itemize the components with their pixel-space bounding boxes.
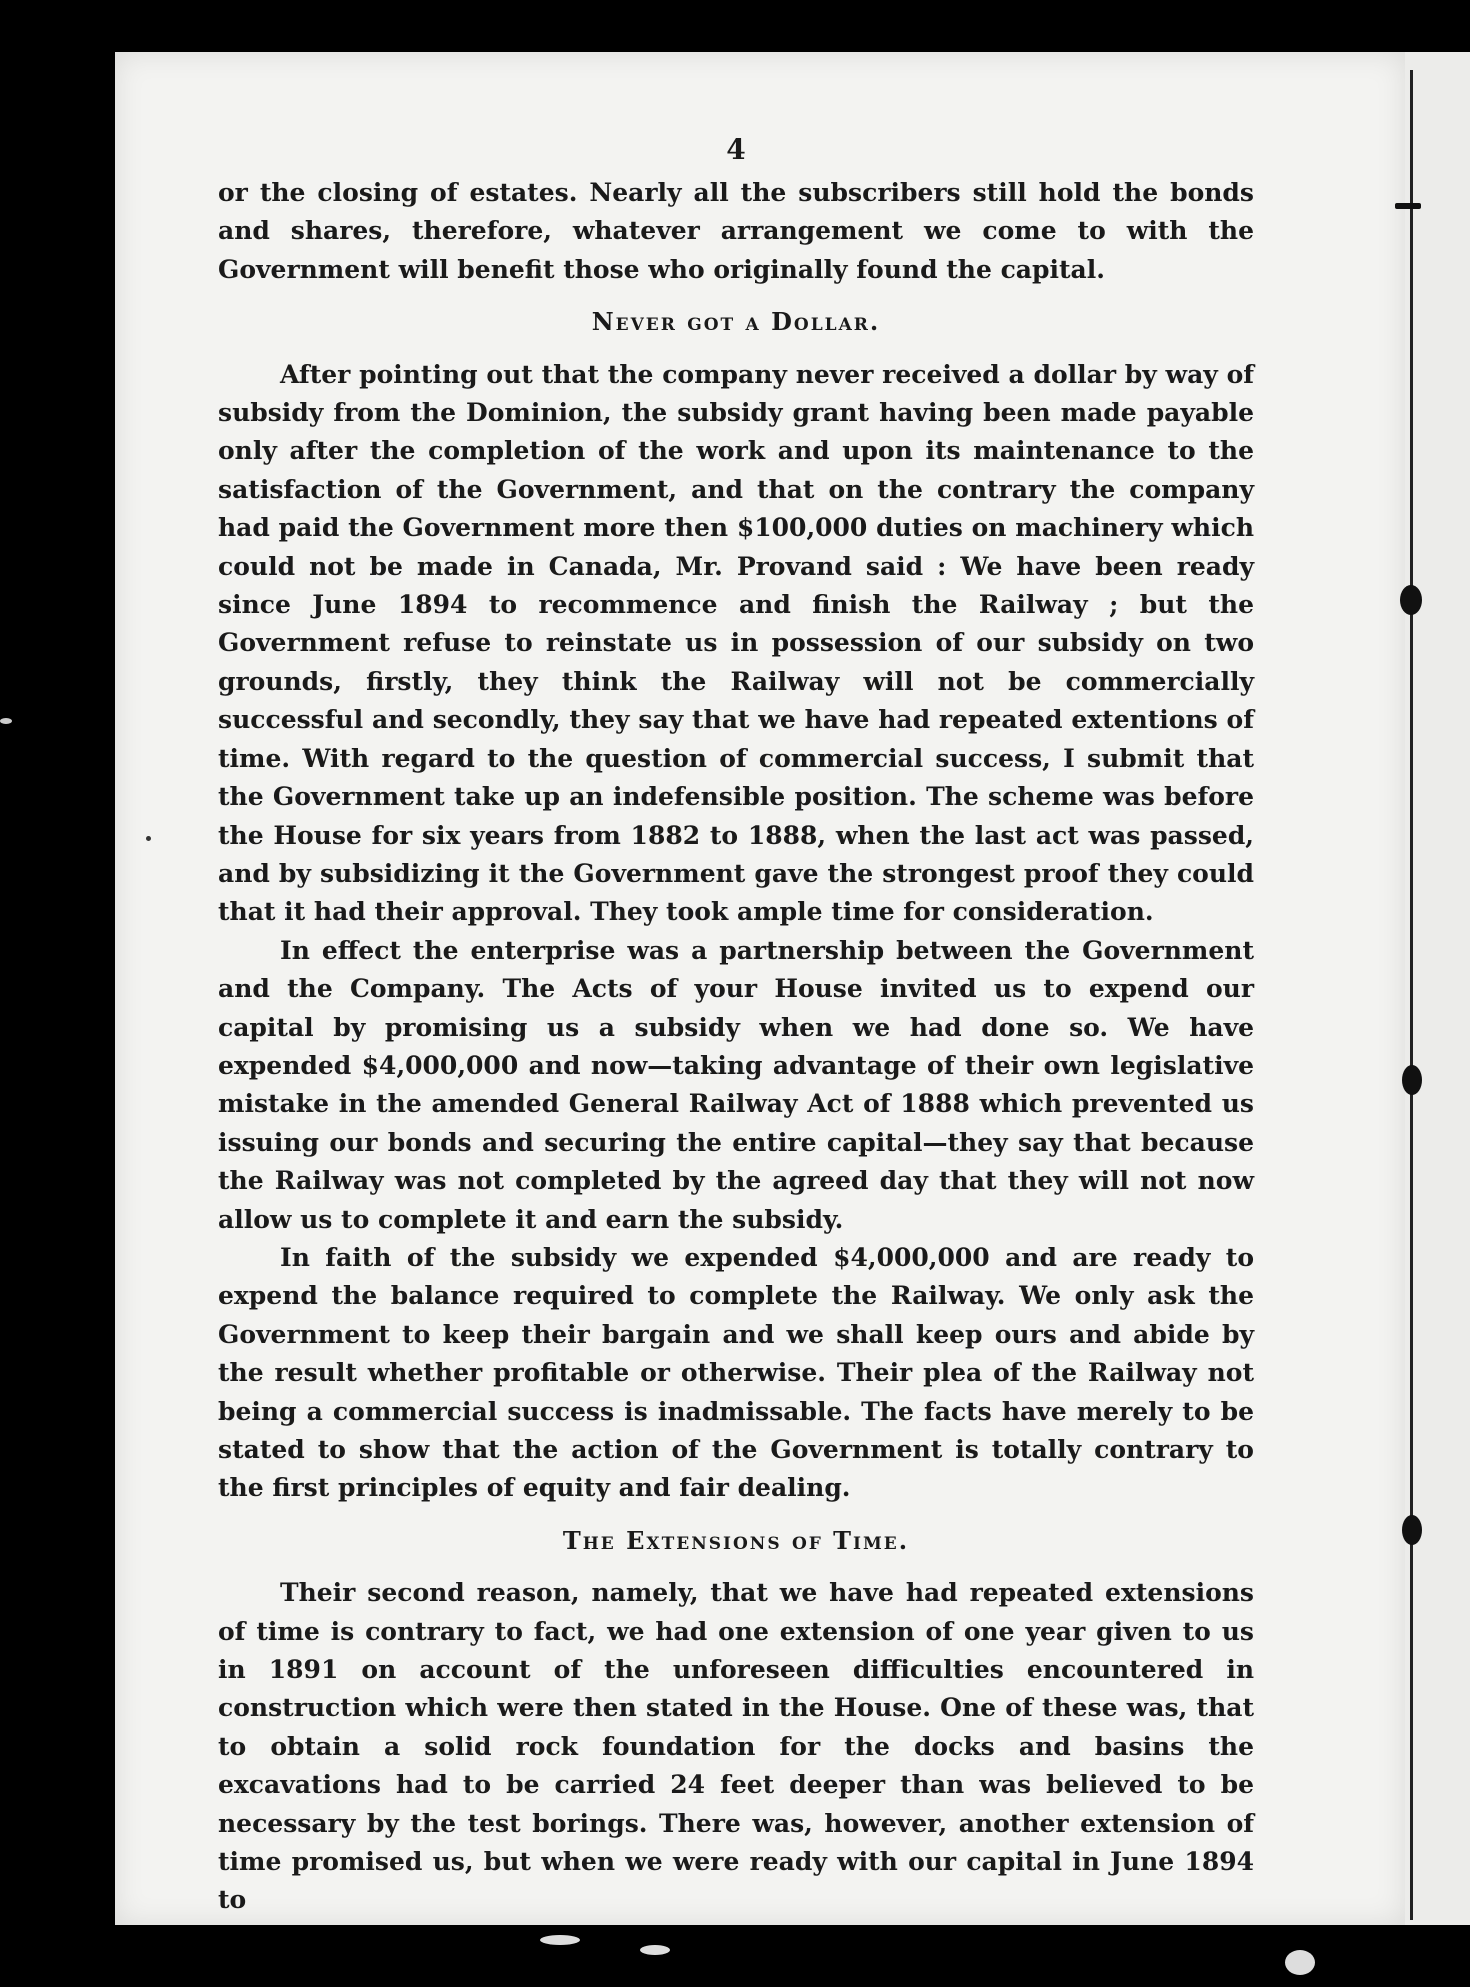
bottom-scan-artifact xyxy=(0,1925,1470,1987)
binding-hole-mark xyxy=(1402,1065,1422,1095)
paragraph: After pointing out that the company never received a dollar by way of subsidy from the Dominion, the subsidy grant having been made payable only after the completion of the work and upon its maintenance to the satisfaction of the Government, and that on the contrary the company had paid the Government more then $100,000 duties on machinery which could not be made in Canada, Mr. Provand said : We have been ready since June 1894 to recommence and finish the Railway ; but the Government refuse to reinstate us in possession of our subsidy on two grounds, firstly, they think the Railway will not be commercially successful and secondly, they say that we have had repeated extentions of time. With regard to the question of commercial success, I submit that the Government take up an indefensible position. The scheme was before the House for six years from 1882 to 1888, when the last act was passed, and by subsidizing it the Government gave the strongest proof they could that it had their approval. They took ample time for consideration. xyxy=(218,359,1254,927)
bottom-speck xyxy=(1285,1950,1315,1975)
paragraph: Their second reason, namely, that we have had repeated extensions of time is contrary to fact, we had one extension of one year given to us in 1891 on account of the unforeseen difficulties encountered in construction which were then stated in the House. One of these was, that to obtain a solid rock foundation for the docks and basins the excavations had to be carried 24 feet deeper than was believed to be necessary by the test borings. There was, however, another extension of time promised us, but when we were ready with our capital in June 1894 to xyxy=(218,1578,1254,1915)
edge-tick-mark xyxy=(1395,203,1421,209)
binding-hole-mark xyxy=(1402,1515,1422,1545)
adjacent-page-edge xyxy=(1405,52,1470,1925)
section-heading-extensions-of-time: The Extensions of Time. xyxy=(562,1525,910,1555)
margin-speck xyxy=(0,718,12,724)
intro-paragraph: or the closing of estates. Nearly all the subscribers still hold the bonds and shares, therefore, whatever arrangement we come to with the Government will benefit those who originally found the capital. xyxy=(218,178,1254,284)
page-text xyxy=(218,130,1254,1920)
paragraph: In faith of the subsidy we expended $4,000,000 and are ready to expend the balance required to complete the Railway. We only ask the Government to keep their bargain and we shall keep ours and abide by the result whether profitable or otherwise. Their plea of the Railway not being a commercial success is inadmissable. The facts have merely to be stated to show that the action of the Government is totally contrary to the first principles of equity and fair dealing. xyxy=(218,1242,1254,1503)
bottom-speck xyxy=(640,1945,670,1955)
page-number: 4 xyxy=(726,133,746,166)
paragraph: In effect the enterprise was a partnership between the Government and the Company. The Acts of your House invited us to expend our capital by promising us a subsidy when we had done so. We have expended $4,000,000 and now—taking advantage of their own legislative mistake in the amended General Railway Act of 1888 which prevented us issuing our bonds and securing the entire capital—they say that because the Railway was not completed by the agreed day that they will not now allow us to complete it and earn the subsidy. xyxy=(218,935,1254,1234)
margin-speck xyxy=(146,836,151,841)
section-heading-never-got-a-dollar: Never got a Dollar. xyxy=(591,307,881,337)
page-fold-line xyxy=(1410,70,1413,1920)
bottom-speck xyxy=(540,1935,580,1945)
binding-hole-mark xyxy=(1400,585,1422,615)
